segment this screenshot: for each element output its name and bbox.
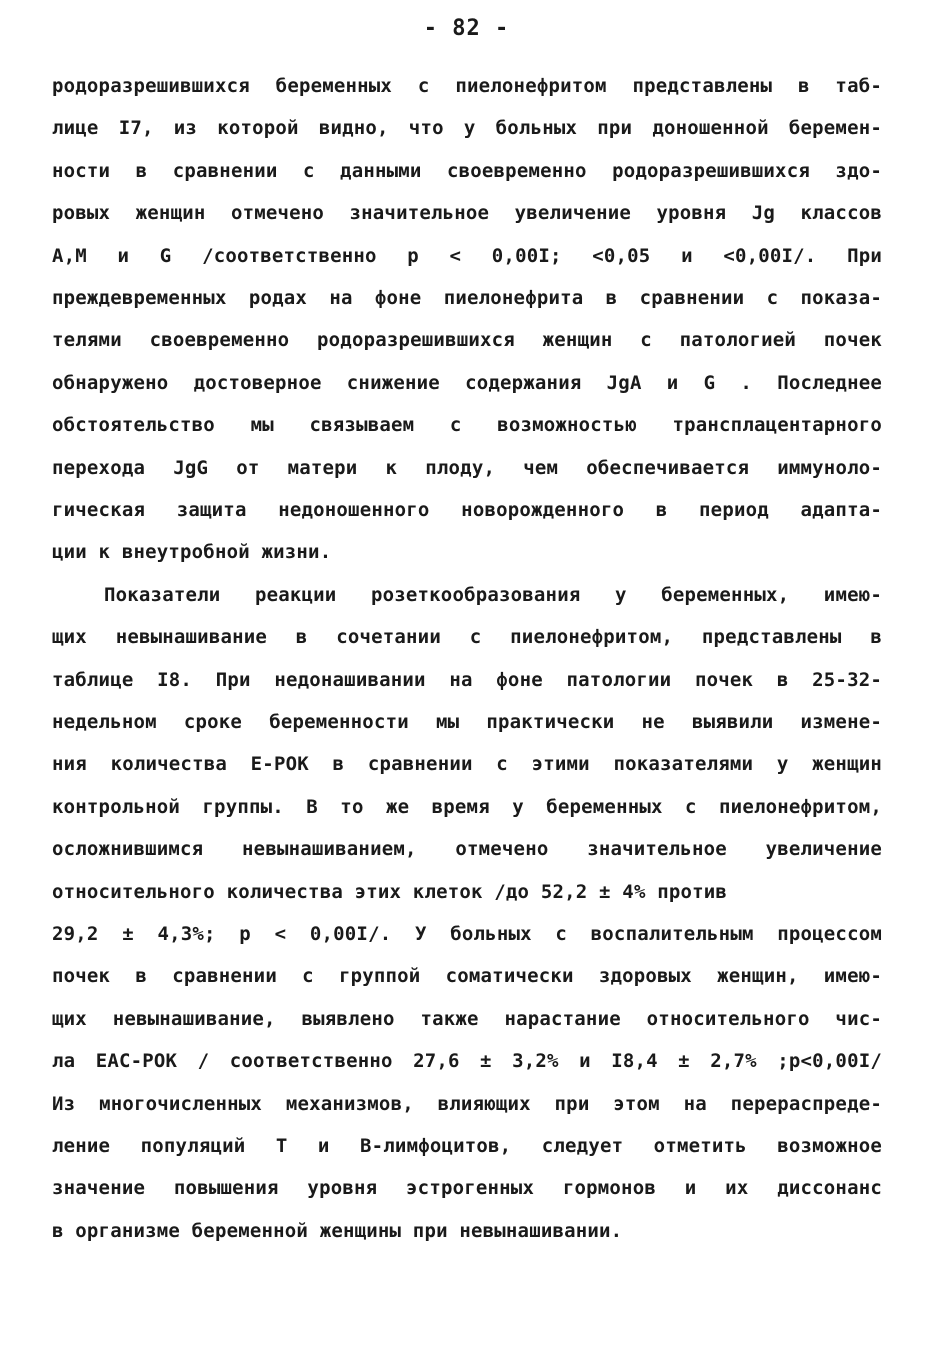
text-line: щих невынашивание в сочетании с пиелонефритом, представлены в bbox=[52, 626, 882, 648]
text-line: ции к внеутробной жизни. bbox=[52, 541, 332, 563]
text-line: ла EAC-POK / соответственно 27,6 ± 3,2% и I8,4 ± 2,7% ;p<0,00I/ bbox=[52, 1050, 882, 1072]
text-line: перехода JgG от матери к плоду, чем обеспечивается иммуноло- bbox=[52, 457, 882, 479]
text-line: обнаружено достоверное снижение содержания JgA и G . Последнее bbox=[52, 372, 882, 394]
text-line: ния количества E-POK в сравнении с этими показателями у женщин bbox=[52, 753, 882, 775]
text-line: гическая защита недоношенного новорожденного в период адапта- bbox=[52, 499, 882, 521]
text-line: ности в сравнении с данными своевременно родоразрешившихся здо- bbox=[52, 160, 882, 182]
text-line: преждевременных родах на фоне пиелонефрита в сравнении с показа- bbox=[52, 287, 882, 309]
text-line: недельном сроке беременности мы практически не выявили измене- bbox=[52, 711, 882, 733]
text-line: ление популяций T и B-лимфоцитов, следует отметить возможное bbox=[52, 1135, 882, 1157]
text-line: почек в сравнении с группой соматически здоровых женщин, имею- bbox=[52, 965, 882, 987]
text-line: контрольной группы. В то же время у беременных с пиелонефритом, bbox=[52, 796, 882, 818]
text-line: относительного количества этих клеток /до 52,2 ± 4% против bbox=[52, 881, 728, 903]
page-number: - 82 - bbox=[423, 16, 510, 41]
text-line: щих невынашивание, выявлено также нарастание относительного чис- bbox=[52, 1008, 882, 1030]
text-line: родоразрешившихся беременных с пиелонефритом представлены в таб- bbox=[52, 75, 882, 97]
text-line: Из многочисленных механизмов, влияющих при этом на перераспреде- bbox=[52, 1093, 882, 1115]
text-line: в организме беременной женщины при невынашивании. bbox=[52, 1220, 623, 1242]
text-line: Показатели реакции розеткообразования у беременных, имею- bbox=[104, 584, 882, 606]
text-line: 29,2 ± 4,3%; p < 0,00I/. У больных с воспалительным процессом bbox=[52, 923, 882, 945]
text-line: обстоятельство мы связываем с возможностью трансплацентарного bbox=[52, 414, 882, 436]
text-line: таблице I8. При недонашивании на фоне патологии почек в 25-32- bbox=[52, 669, 882, 691]
text-line: ровых женщин отмечено значительное увеличение уровня Jg классов bbox=[52, 202, 882, 224]
text-line: осложнившимся невынашиванием, отмечено значительное увеличение bbox=[52, 838, 882, 860]
text-line: значение повышения уровня эстрогенных гормонов и их диссонанс bbox=[52, 1177, 882, 1199]
text-line: лице I7, из которой видно, что у больных при доношенной беремен- bbox=[52, 117, 882, 139]
text-line: A,M и G /соответственно p < 0,00I; <0,05 и <0,00I/. При bbox=[52, 245, 882, 267]
text-line: телями своевременно родоразрешившихся женщин с патологией почек bbox=[52, 329, 882, 351]
